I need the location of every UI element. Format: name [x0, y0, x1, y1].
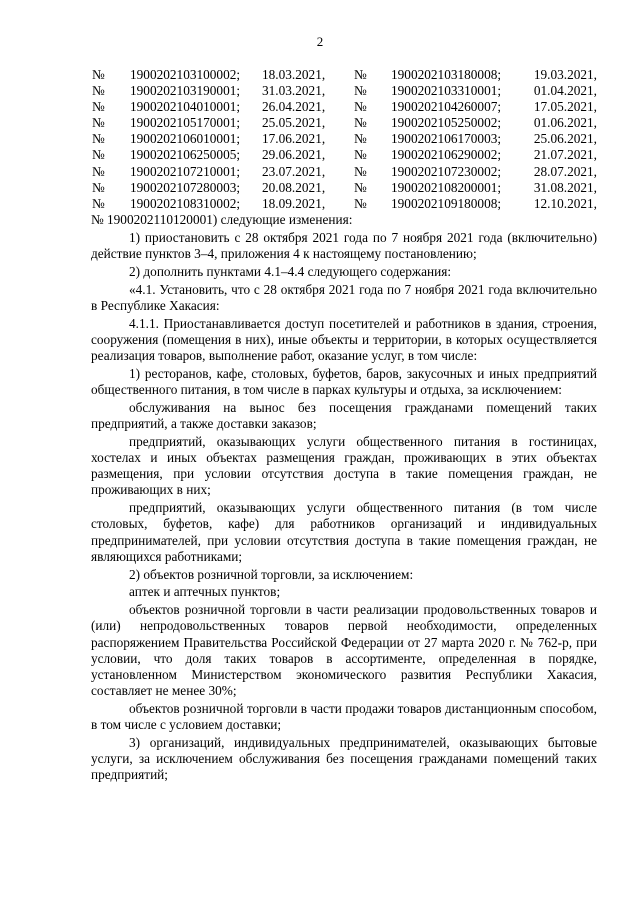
registry-date: 01.04.2021, — [533, 83, 597, 99]
number-sign: № — [92, 67, 105, 82]
paragraph: 2) дополнить пунктами 4.1–4.4 следующего содержания: — [129, 263, 452, 279]
registry-number: 1900202103310001; — [391, 83, 502, 99]
number-sign: № — [354, 83, 367, 99]
registry-number: 1900202109180008; — [391, 195, 502, 211]
registry-number: 1900202105170001; — [130, 115, 241, 131]
number-sign: № — [92, 147, 105, 163]
paragraph: 3) организаций, индивидуальных предпринимателей, оказывающих бытовые услуги, за исключением обслуживания без посещения гражданами помещений таких предприятий; — [91, 735, 597, 783]
registry-date: 12.10.2021, — [533, 195, 597, 211]
registry-row — [92, 67, 597, 83]
registry-number: 1900202104260007; — [391, 99, 502, 115]
registry-row — [92, 131, 597, 147]
registry-row — [92, 196, 597, 212]
paragraph: 1) приостановить с 28 октября 2021 года по 7 ноября 2021 года (включительно) действие пунктов 3–4, приложения 4 к настоящему постановлению; — [91, 229, 597, 261]
number-sign: № — [354, 99, 367, 115]
registry-number: 1900202103100002; — [130, 67, 241, 82]
registry-date: 25.05.2021, — [262, 115, 326, 131]
document-body — [91, 212, 597, 785]
registry-number: 1900202106290002; — [391, 147, 502, 163]
registry-number: 1900202107210001; — [130, 163, 241, 179]
paragraph: аптек и аптечных пунктов; — [129, 584, 281, 600]
paragraph: предприятий, оказывающих услуги общественного питания в гостиницах, хостелах и иных объектах размещения граждан, проживающих в этих объектах размещения, при условии отсутствия доступа в такие помещения граждан, не проживающих в них; — [91, 433, 597, 498]
registry-number: 1900202107230002; — [391, 163, 502, 179]
registry-number: 1900202106010001; — [130, 131, 241, 147]
number-sign: № — [92, 163, 105, 179]
registry-date: 29.06.2021, — [262, 147, 326, 163]
number-sign: № — [354, 67, 367, 82]
number-sign: № — [92, 179, 105, 195]
registry-row — [92, 99, 597, 115]
registry-date: 20.08.2021, — [262, 179, 326, 195]
registry-date: 18.09.2021, — [262, 195, 326, 211]
number-sign: № — [354, 115, 367, 131]
registry-date: 19.03.2021, — [533, 67, 597, 82]
page-number: 2 — [316, 34, 324, 49]
registry-number: 1900202108310002; — [130, 195, 241, 211]
registry-row — [92, 147, 597, 163]
registry-date: 21.07.2021, — [533, 147, 597, 163]
number-sign: № — [354, 179, 367, 195]
number-sign: № — [354, 147, 367, 163]
paragraph: 1) ресторанов, кафе, столовых, буфетов, баров, закусочных и иных предприятий общественного питания, в том числе в парках культуры и отдыха, за исключением: — [91, 365, 597, 397]
paragraph: предприятий, оказывающих услуги общественного питания (в том числе столовых, буфетов, кафе) для работников организаций и индивидуальных предпринимателей, при условии отсутствия доступа в такие помещения граждан, не являющихся работниками; — [91, 500, 597, 564]
registry-row — [92, 164, 597, 180]
registry-number: 1900202105250002; — [391, 115, 502, 131]
paragraph: объектов розничной торговли в части реализации продовольственных товаров и (или) непродовольственных товаров первой необходимости, определенных распоряжением Правительства Российской Федерации от 27 марта 2020 г. № 762-р, при условии, что доля таких товаров в ассортименте, определенная в порядке, установленном Министерством экономического развития Республики Хакасия, составляет не менее 30%; — [91, 602, 597, 699]
registry-row — [92, 115, 597, 131]
registry-number: 1900202106250005; — [130, 147, 241, 163]
registry-number: 1900202107280003; — [130, 179, 241, 195]
number-sign: № — [354, 195, 367, 211]
paragraph: объектов розничной торговли в части продажи товаров дистанционным способом, в том числе с условием доставки; — [91, 701, 597, 733]
registry-date: 31.03.2021, — [262, 83, 326, 99]
paragraph: обслуживания на вынос без посещения гражданами помещений таких предприятий, а также доставки заказов; — [91, 399, 597, 431]
registry-row — [92, 180, 597, 196]
paragraph: 2) объектов розничной торговли, за исключением: — [129, 566, 414, 582]
registry-date: 23.07.2021, — [262, 163, 326, 179]
registry-number: 1900202103180008; — [391, 67, 502, 82]
number-sign: № — [92, 99, 105, 115]
registry-number-table — [92, 67, 597, 212]
registry-date: 25.06.2021, — [533, 131, 597, 147]
number-sign: № — [354, 163, 367, 179]
number-sign: № — [92, 131, 105, 147]
registry-number: 1900202108200001; — [391, 179, 502, 195]
registry-date: 28.07.2021, — [533, 163, 597, 179]
number-sign: № — [92, 115, 105, 131]
registry-date: 17.05.2021, — [533, 99, 597, 115]
registry-number: 1900202106170003; — [391, 131, 502, 147]
registry-number: 1900202103190001; — [130, 83, 241, 99]
paragraph: «4.1. Установить, что с 28 октября 2021 года по 7 ноября 2021 года включительно в Республике Хакасия: — [91, 281, 597, 313]
number-sign: № — [92, 83, 105, 99]
number-sign: № — [92, 195, 105, 211]
registry-number: 1900202104010001; — [130, 99, 241, 115]
registry-date: 26.04.2021, — [262, 99, 326, 115]
paragraph: № 1900202110120001) следующие изменения: — [91, 212, 353, 227]
registry-date: 31.08.2021, — [533, 179, 597, 195]
registry-date: 18.03.2021, — [262, 67, 326, 82]
number-sign: № — [354, 131, 367, 147]
registry-date: 17.06.2021, — [262, 131, 326, 147]
registry-date: 01.06.2021, — [533, 115, 597, 131]
paragraph: 4.1.1. Приостанавливается доступ посетителей и работников в здания, строения, сооружения (помещения в них), иные объекты и территории, в которых осуществляется реализация товаров, выполнение работ, оказание услуг, в том числе: — [91, 315, 597, 363]
registry-row — [92, 83, 597, 99]
